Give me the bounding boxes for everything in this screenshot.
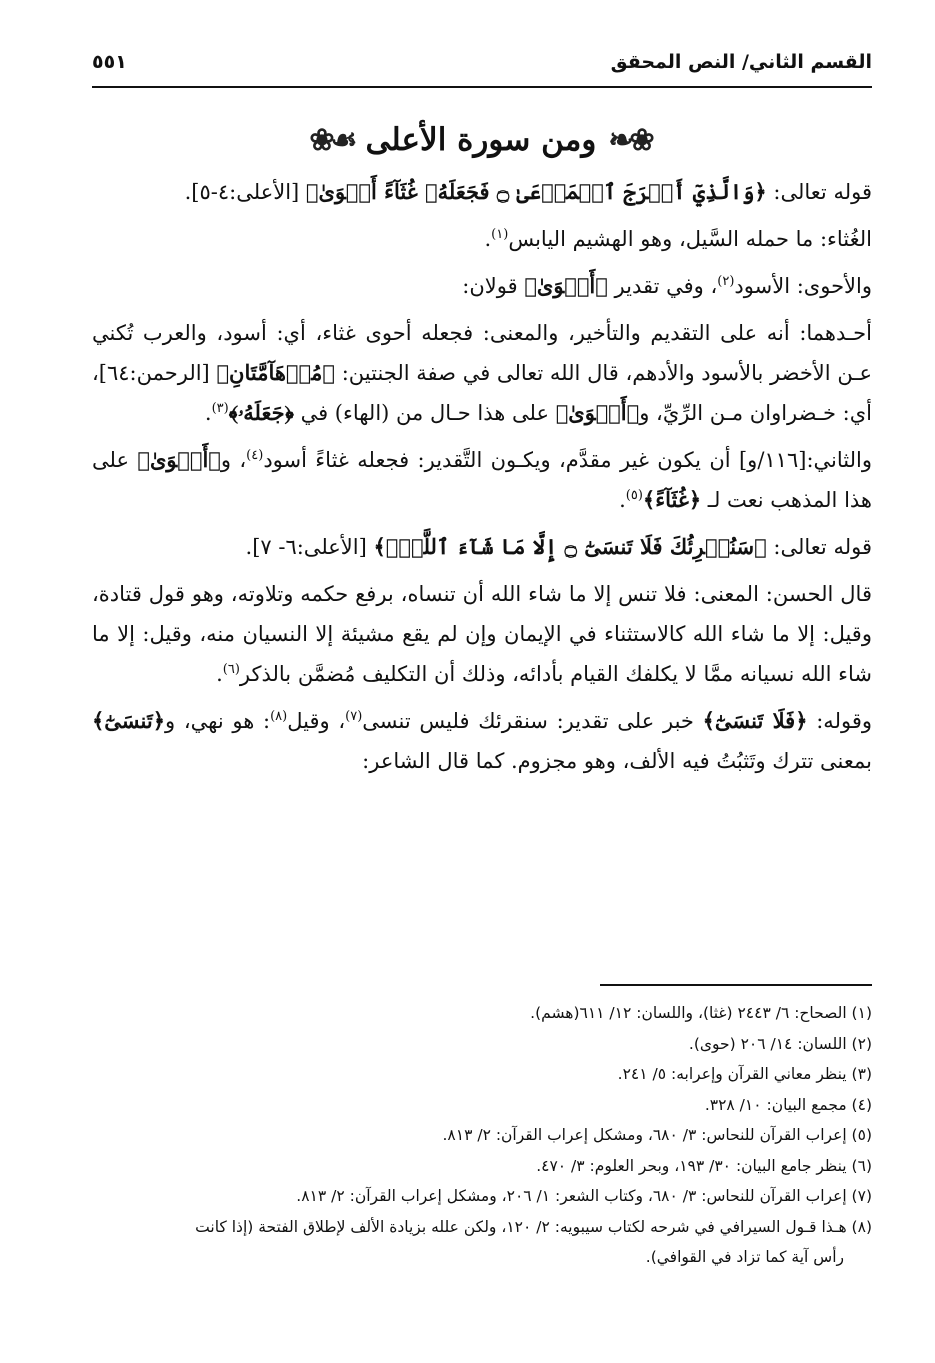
text-segment: .	[484, 227, 492, 251]
text-segment: ، و	[220, 448, 247, 472]
text-segment: خبر على تقدير: سنقرئك فليس تنسى	[362, 709, 703, 733]
sura-title: ومن سورة الأعلى	[365, 122, 597, 158]
section-title: القسم الثاني/ النص المحقق	[610, 51, 872, 73]
quran-word: ﴿أَحۡوَىٰ﴾	[137, 447, 221, 472]
paragraph-1	[92, 172, 872, 212]
footnote-rule	[600, 984, 872, 986]
ornament-left-icon: ☙❀	[309, 122, 354, 158]
text-segment: قوله تعالى:	[766, 180, 872, 204]
text-segment: قال الحسن: المعنى: فلا تنس إلا ما شاء الله أن تنساه، برفع حكمه وتلاوته، وهو قول قتادة، وقيل: إلا ما شاء الله كالاستثناء في الإيمان وإن لم يقع مشيئة إلا النسيان منه، وقيل: إلا ما شاء الله نسيانه ممَّا لا يكلفك القيام بأدائه، وذلك أن التكليف مُضمَّن بالذكر	[92, 582, 872, 686]
text-segment: وقوله:	[807, 709, 872, 733]
footnote-1: (١) الصحاح: ٦/ ٢٤٤٣ (غثا)، واللسان: ١٢/ ٦١١(هشم).	[530, 1004, 872, 1022]
footnotes	[92, 998, 872, 1273]
footnote-8-continuation: رأس آية كما تزاد في القوافي).	[645, 1248, 844, 1266]
sura-heading	[200, 110, 760, 170]
verse-reference: [الأعلى:٦- ٧].	[245, 535, 374, 559]
footnote-7: (٧) إعراب القرآن للنحاس: ٣/ ٦٨٠، وكتاب الشعر: ١/ ٢٠٦، ومشكل إعراب القرآن: ٢/ ٨١٣.	[296, 1187, 872, 1205]
text-segment: على هذا حـال من (الهاء) في	[293, 401, 556, 425]
paragraph-4	[92, 313, 872, 433]
footnote-marker: (١)	[491, 227, 509, 242]
paragraph-2	[92, 219, 872, 259]
footnote-marker: (٢)	[717, 274, 735, 289]
running-header	[92, 42, 872, 82]
paragraph-5	[92, 440, 872, 520]
text-segment: والثاني:[١١٦/و] أن يكون غير مقدَّم، ويكـون التَّقدير: فجعله غثاءً أسود	[263, 448, 872, 472]
text-segment: قوله تعالى:	[766, 535, 872, 559]
quran-word: ﴿مُدۡهَآمَّتَانِ﴾	[216, 360, 335, 385]
text-segment: أحـدهما: أنه على التقديم والتأخير، والمعنى: فجعله أحوى غثاء، أي: أسود، والعرب تُكني عـن الأخضر بالأسود والأدهم، قال الله تعالى في صفة الجنتين:	[92, 321, 872, 385]
footnote-6: (٦) ينظر جامع البيان: ٣٠/ ١٩٣، وبحر العلوم: ٣/ ٤٧٠.	[536, 1156, 872, 1175]
quran-word: ﴿غُثَآءً﴾	[642, 487, 702, 512]
quran-word: ﴿أَحۡوَىٰ﴾	[555, 400, 640, 425]
header-rule	[92, 86, 872, 88]
footnote-marker: (٥)	[625, 488, 643, 503]
paragraph-6	[92, 527, 872, 567]
text-segment: بمعنى تترك وتَثبُتُ فيه الألف، وهو مجزوم. كما قال الشاعر:	[362, 749, 872, 773]
text-segment: .	[216, 662, 223, 686]
footnote-2: (٢) اللسان: ١٤/ ٢٠٦ (حوى).	[688, 1034, 872, 1053]
quran-verse: ﴿وَالَّذِيٓ أَخۡرَجَ ٱلۡمَرۡعَىٰ ۝ فَجَعَلَهُۥ غُثَآءً أَحۡوَىٰ﴾	[305, 179, 767, 204]
paragraph-8	[92, 701, 872, 781]
page-number: ٥٥١	[92, 51, 127, 73]
quran-verse: ﴿سَنُقۡرِئُكَ فَلَا تَنسَىٰٓ ۝ إِلَّا مَا شَآءَ ٱللَّهُۚ﴾	[373, 534, 767, 559]
text-segment: .	[619, 488, 626, 512]
text-segment: [الرحمن:٦٤]، أي: خـضراوان مـن الرِّيِّ، و	[92, 361, 872, 425]
text-segment: ، وفي تقدير	[607, 274, 718, 298]
paragraph-3	[92, 266, 872, 306]
text-segment: الغُثاء: ما حمله السَّيل، وهو الهشيم اليابس	[508, 227, 872, 251]
quran-word: ﴿تَنسَىٰٓ﴾	[92, 708, 166, 733]
text-segment: قولان:	[462, 274, 525, 298]
text-segment: والأحوى: الأسود	[734, 274, 872, 298]
ornament-right-icon: ❀❧	[608, 122, 651, 158]
footnote-3: (٣) ينظر معاني القرآن وإعرابه: ٥/ ٢٤١.	[617, 1065, 872, 1083]
text-segment: على هذا المذهب نعت لـ	[92, 448, 872, 512]
quran-word: ﴿فَلَا تَنسَىٰٓ﴾	[702, 708, 808, 733]
text-segment: .	[204, 401, 212, 425]
footnote-marker: (٦)	[222, 662, 240, 677]
text-segment: : هو نهي، و	[165, 709, 271, 733]
verse-reference: [الأعلى:٤-٥].	[184, 180, 306, 204]
quran-word: ﴿جَعَلَهُۥ﴾	[228, 400, 294, 425]
quran-word: ﴿أَحۡوَىٰ﴾	[524, 273, 608, 298]
main-text	[92, 172, 872, 788]
footnote-marker: (٤)	[246, 448, 264, 463]
footnote-4: (٤) مجمع البيان: ١٠/ ٣٢٨.	[704, 1095, 872, 1114]
footnote-marker: (٣)	[211, 401, 229, 416]
footnote-marker: (٧)	[345, 709, 363, 724]
footnote-marker: (٨)	[270, 709, 288, 724]
footnote-8: (٨) هـذا قـول السيرافي في شرحه لكتاب سيبويه: ٢/ ١٢٠، ولكن علله بزيادة الألف لإطلاق الفتحة (إذا كانت	[195, 1217, 872, 1236]
text-segment: ، وقيل	[287, 709, 346, 733]
footnote-5: (٥) إعراب القرآن للنحاس: ٣/ ٦٨٠، ومشكل إعراب القرآن: ٢/ ٨١٣.	[442, 1126, 872, 1144]
paragraph-7	[92, 574, 872, 694]
